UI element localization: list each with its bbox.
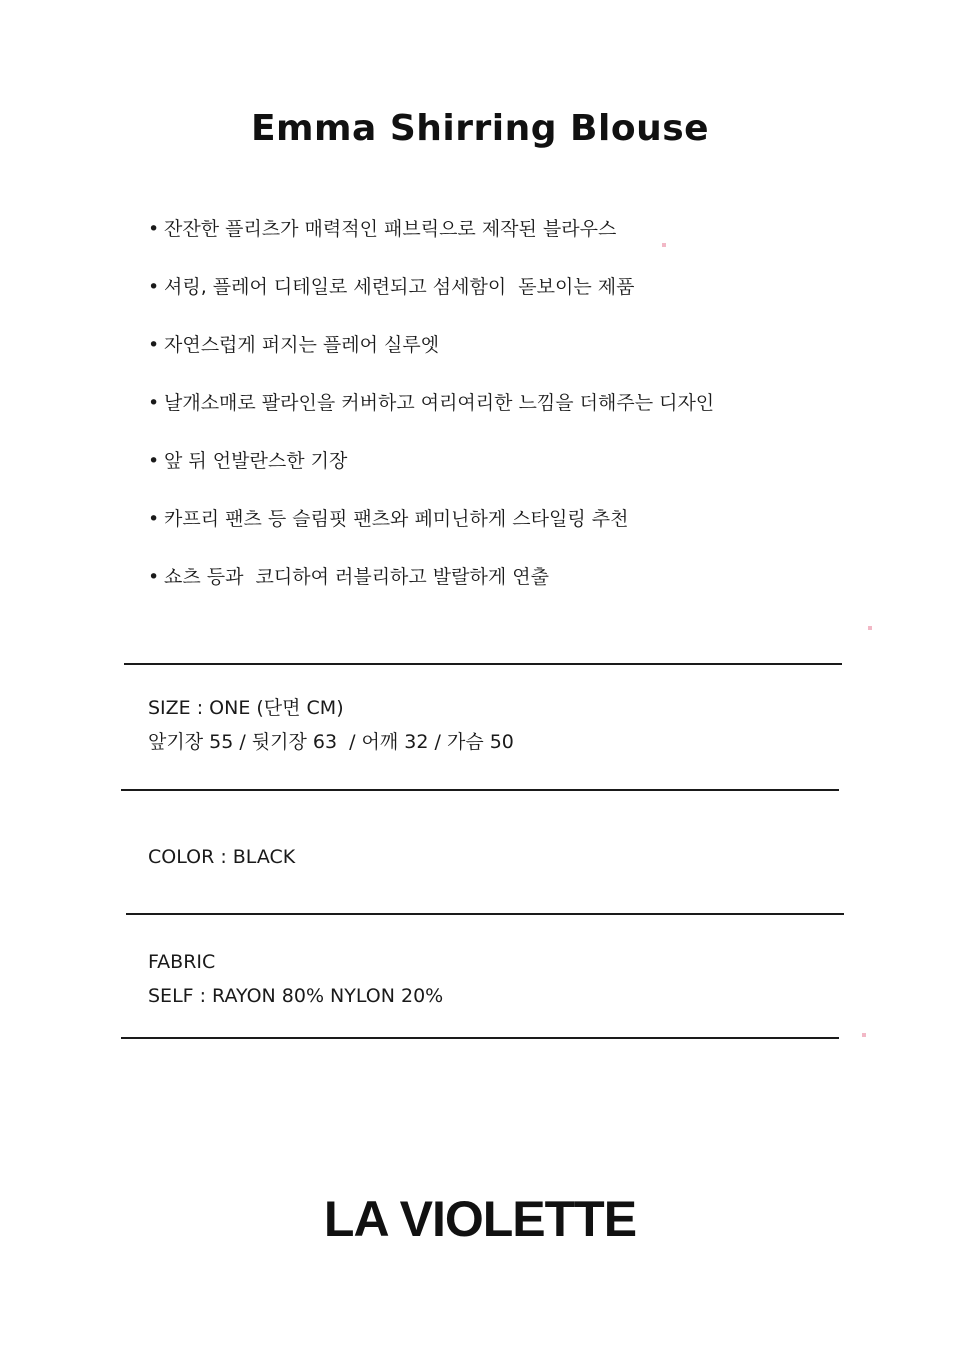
size-measurements: 앞기장 55 / 뒷기장 63 / 어깨 32 / 가슴 50 (148, 731, 514, 753)
feature-text: 쇼츠 등과 코디하여 러블리하고 발랄하게 연출 (164, 566, 549, 588)
feature-item (148, 444, 714, 502)
bullet: • (148, 276, 160, 298)
fabric-label: FABRIC (148, 951, 216, 973)
decorative-speck (868, 626, 872, 630)
decorative-speck (862, 1033, 866, 1037)
feature-item (148, 386, 714, 444)
brand-logo: LA VIOLETTE (323, 1191, 637, 1247)
bullet: • (148, 218, 160, 240)
size-label: SIZE : ONE (단면 CM) (148, 697, 344, 719)
divider-color (126, 913, 844, 915)
color-label: COLOR : BLACK (148, 846, 296, 868)
divider-top (124, 663, 842, 665)
feature-text: 자연스럽게 퍼지는 플레어 실루엣 (164, 334, 440, 356)
feature-item (148, 502, 714, 560)
bullet: • (148, 450, 160, 472)
feature-text: 앞 뒤 언발란스한 기장 (164, 450, 348, 472)
bullet: • (148, 334, 160, 356)
feature-item (148, 328, 714, 386)
feature-list (148, 212, 714, 618)
feature-text: 셔링, 플레어 디테일로 세련되고 섬세함이 돋보이는 제품 (164, 276, 635, 298)
fabric-composition: SELF : RAYON 80% NYLON 20% (148, 985, 444, 1007)
bullet: • (148, 566, 160, 588)
bullet: • (148, 508, 160, 530)
decorative-speck (662, 243, 666, 247)
feature-text: 잔잔한 플리츠가 매력적인 패브릭으로 제작된 블라우스 (164, 218, 617, 240)
product-title: Emma Shirring Blouse (250, 108, 710, 149)
divider-bottom (121, 1037, 839, 1039)
bullet: • (148, 392, 160, 414)
feature-item (148, 270, 714, 328)
feature-item (148, 560, 714, 618)
feature-text: 날개소매로 팔라인을 커버하고 여리여리한 느낌을 더해주는 디자인 (164, 392, 715, 414)
feature-item (148, 212, 714, 270)
feature-text: 카프리 팬츠 등 슬림핏 팬츠와 페미닌하게 스타일링 추천 (164, 508, 629, 530)
divider-size (121, 789, 839, 791)
